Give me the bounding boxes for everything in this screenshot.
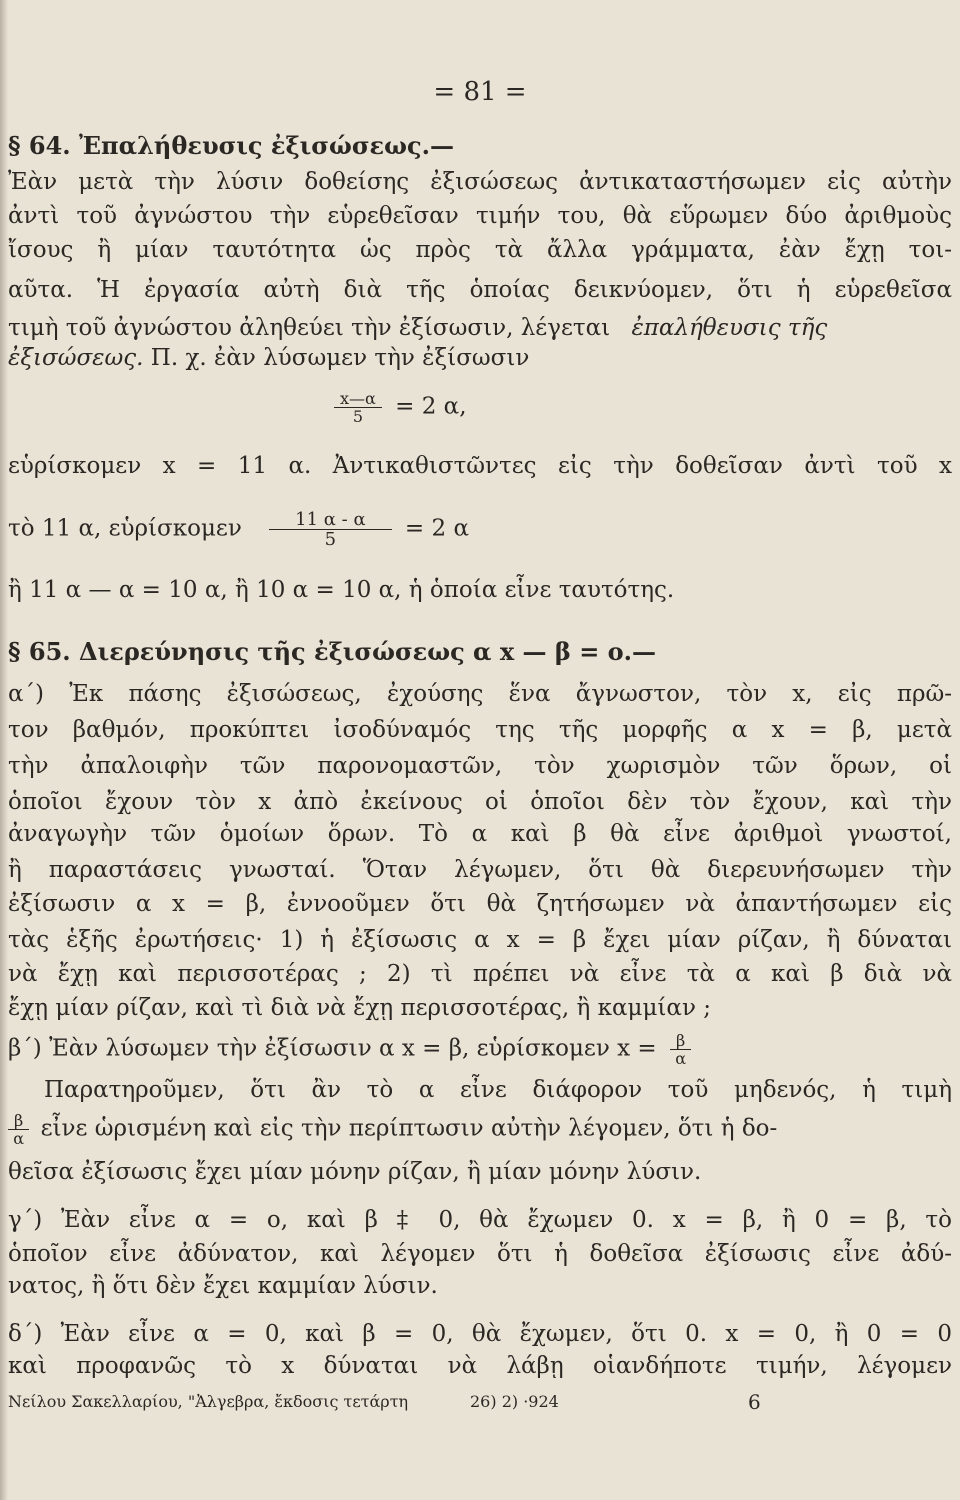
- equation-rhs: = 2 α,: [395, 393, 467, 420]
- text-line: Ἐὰν μετὰ τὴν λύσιν δοθείσης ἐξισώσεως ἀντικαταστήσωμεν εἰς αὐτὴν: [8, 169, 952, 195]
- footer-print-code: 26) 2) ·924: [470, 1392, 559, 1411]
- text-line: εὑρίσκομεν x = 11 α. Ἀντικαθιστῶντες εἰς τὴν δοθεῖσαν ἀντὶ τοῦ x: [8, 453, 952, 479]
- fraction-denominator: 5: [352, 407, 363, 426]
- text-line: καὶ προφανῶς τὸ x δύναται νὰ λάβῃ οἱανδήποτε τιμήν, λέγομεν: [8, 1353, 952, 1379]
- page-number: = 81 =: [433, 77, 527, 107]
- text-line: ἀναγωγὴν τῶν ὁμοίων ὅρων. Τὸ α καὶ β θὰ εἶνε ἀριθμοὶ γνωστοί,: [8, 821, 952, 847]
- text-line: [8, 1112, 952, 1147]
- text-line: ἀντὶ τοῦ ἀγνώστου τὴν εὑρεθεῖσαν τιμήν του, θὰ εὕρωμεν δύο ἀριθμοὺς: [8, 203, 952, 229]
- fraction-numerator: β: [8, 1112, 29, 1130]
- text-line: τὴν ἀπαλοιφὴν τῶν παρονομαστῶν, τὸν χωρισμὸν τῶν ὅρων, οἱ: [8, 753, 952, 779]
- fraction-denominator: α: [13, 1129, 25, 1148]
- footer-signature-number: 6: [748, 1390, 761, 1414]
- text-fragment: τιμὴ τοῦ ἀγνώστου ἀληθεύει τὴν ἐξίσωσιν, λέγεται: [8, 315, 611, 341]
- italic-term: ἐξισώσεως.: [8, 345, 144, 371]
- text-line: ὁποῖον εἶνε ἀδύνατον, καὶ λέγομεν ὅτι ἡ δοθεῖσα ἐξίσωσις εἶνε ἀδύ-: [8, 1241, 952, 1267]
- text-line: α΄) Ἐκ πάσης ἐξισώσεως, ἐχούσης ἕνα ἄγνωστον, τὸν x, εἰς πρῶ-: [8, 681, 952, 707]
- fraction: [8, 1112, 29, 1147]
- text-line: τον βαθμόν, προκύπτει ἰσοδύναμός της τῆς μορφῆς α x = β, μετὰ: [8, 717, 952, 743]
- text-fragment: εἶνε ὡρισμένη καὶ εἰς τὴν περίπτωσιν αὐτὴν λέγομεν, ὅτι ἡ δο-: [40, 1115, 778, 1142]
- text-fragment: β΄) Ἐὰν λύσωμεν τὴν ἐξίσωσιν α x = β, εὑρίσκομεν x =: [8, 1035, 657, 1062]
- fraction: [269, 510, 391, 549]
- italic-term: ἐπαλήθευσις τῆς: [631, 315, 828, 341]
- page-spine-shadow: [0, 0, 8, 1500]
- text-line: [8, 344, 952, 372]
- fraction-numerator: β: [670, 1032, 691, 1050]
- text-fragment: τὸ 11 α, εὑρίσκομεν: [8, 515, 242, 542]
- page-footer: [8, 1392, 952, 1414]
- text-line: γ΄) Ἐὰν εἶνε α = ο, καὶ β ‡ 0, θὰ ἔχωμεν 0. x = β, ἢ 0 = β, τὸ: [8, 1207, 952, 1233]
- fraction-denominator: 5: [324, 529, 337, 550]
- text-line: νὰ ἔχῃ καὶ περισσοτέρας ; 2) τὶ πρέπει νὰ εἶνε τὰ α καὶ β διὰ νὰ: [8, 961, 952, 987]
- text-line: ἢ παραστάσεις γνωσταί. Ὅταν λέγωμεν, ὅτι θὰ διερευνήσωμεν τὴν: [8, 857, 952, 883]
- text-line: ἢ 11 α — α = 10 α, ἢ 10 α = 10 α, ἡ ὁποία εἶνε ταυτότης.: [8, 577, 675, 603]
- equation-2-line: [8, 510, 952, 549]
- text-fragment: Π. χ. ἐὰν λύσωμεν τὴν ἐξίσωσιν: [150, 345, 530, 371]
- section-65-title: § 65. Διερεύνησις τῆς ἐξισώσεως α x — β = ο.—: [8, 637, 657, 666]
- fraction: [670, 1032, 691, 1067]
- section-64-title: § 64. Ἐπαλήθευσις ἐξισώσεως.—: [8, 131, 454, 160]
- text-line: Παρατηροῦμεν, ὅτι ἂν τὸ α εἶνε διάφορον τοῦ μηδενός, ἡ τιμὴ: [44, 1077, 952, 1103]
- text-line: [8, 314, 952, 342]
- text-line: τὰς ἑξῆς ἐρωτήσεις· 1) ἡ ἐξίσωσις α x = β ἔχει μίαν ρίζαν, ἢ δύναται: [8, 927, 952, 953]
- fraction-denominator: α: [675, 1049, 687, 1068]
- footer-book-title: Νείλου Σακελλαρίου, "Ἀλγεβρα, ἔκδοσις τετάρτη: [8, 1392, 409, 1411]
- text-line: δ΄) Ἐὰν εἶνε α = 0, καὶ β = 0, θὰ ἔχωμεν, ὅτι 0. x = 0, ἢ 0 = 0: [8, 1321, 952, 1347]
- text-line: [8, 1032, 952, 1067]
- text-line: αῦτα. Ἡ ἐργασία αὐτὴ διὰ τῆς ὁποίας δεικνύομεν, ὅτι ἡ εὑρεθεῖσα: [8, 277, 952, 303]
- equation-rhs: = 2 α: [404, 515, 469, 542]
- fraction: [334, 390, 382, 425]
- text-line: ὁποῖοι ἔχουν τὸν x ἀπὸ ἐκείνους οἱ ὁποῖοι δὲν τὸν ἔχουν, καὶ τὴν: [8, 789, 952, 815]
- text-line: νατος, ἢ ὅτι δὲν ἔχει καμμίαν λύσιν.: [8, 1273, 438, 1299]
- fraction-numerator: x—α: [334, 390, 382, 408]
- text-line: ἐξίσωσιν α x = β, ἐννοοῦμεν ὅτι θὰ ζητήσωμεν νὰ ἀπαντήσωμεν εἰς: [8, 891, 952, 917]
- text-line: θεῖσα ἐξίσωσις ἔχει μίαν μόνην ρίζαν, ἢ μίαν μόνην λύσιν.: [8, 1159, 702, 1185]
- text-line: ἴσους ἢ μίαν ταυτότητα ὡς πρὸς τὰ ἄλλα γράμματα, ἐὰν ἔχῃ τοι-: [8, 237, 952, 263]
- fraction-numerator: 11 α - α: [269, 510, 391, 530]
- text-line: ἔχῃ μίαν ρίζαν, καὶ τὶ διὰ νὰ ἔχῃ περισσοτέρας, ἢ καμμίαν ;: [8, 995, 711, 1021]
- equation-1: [8, 390, 952, 425]
